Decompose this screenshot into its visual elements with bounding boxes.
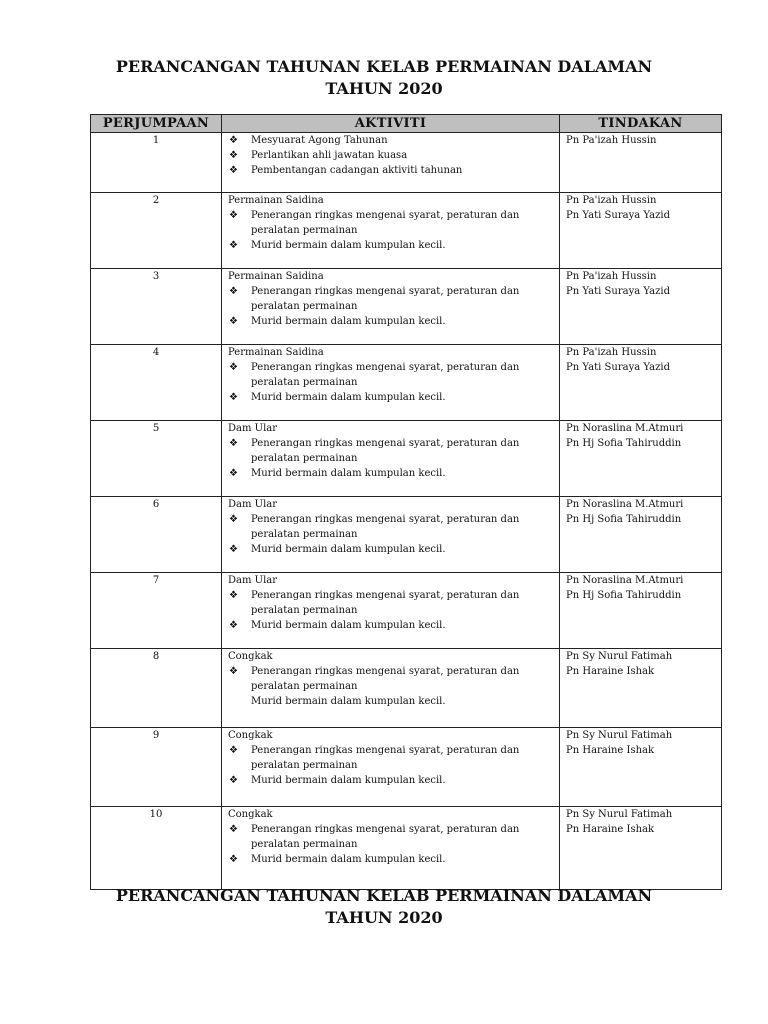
cell-action	[560, 649, 722, 728]
cell-meeting-number: 10	[91, 807, 222, 890]
activity-title: Dam Ular	[228, 575, 278, 586]
cell-meeting-number: 7	[91, 573, 222, 649]
teacher-name: Pn Haraine Ishak	[566, 824, 655, 835]
cell-activity	[222, 269, 560, 345]
teacher-name: Pn Pa'izah Hussin	[566, 195, 657, 206]
cell-activity	[222, 133, 560, 193]
teacher-name: Pn Yati Suraya Yazid	[566, 286, 671, 297]
teacher-name: Pn Sy Nurul Fatimah	[566, 651, 673, 662]
teacher-name: Pn Pa'izah Hussin	[566, 135, 657, 146]
table-row	[91, 193, 722, 269]
activity-bullet-list	[228, 743, 553, 788]
table-row	[91, 649, 722, 728]
cell-meeting-number: 9	[91, 728, 222, 807]
teacher-name: Pn Yati Suraya Yazid	[566, 210, 671, 221]
diamond-bullet-icon: ❖	[229, 286, 238, 297]
activity-title: Congkak	[228, 730, 273, 741]
bullet-text: Murid bermain dalam kumpulan kecil.	[251, 544, 446, 555]
table-row	[91, 269, 722, 345]
table-row	[91, 345, 722, 421]
list-item	[228, 133, 553, 148]
header-perjumpaan: PERJUMPAAN	[91, 115, 222, 133]
activity-bullet-list	[228, 436, 553, 481]
list-item	[228, 390, 553, 405]
teacher-name: Pn Pa'izah Hussin	[566, 271, 657, 282]
teacher-name: Pn Noraslina M.Atmuri	[566, 575, 684, 586]
activity-title: Congkak	[228, 651, 273, 662]
table-header-row	[91, 115, 722, 133]
bullet-text: Mesyuarat Agong Tahunan	[251, 135, 388, 146]
activity-bullet-list	[228, 588, 553, 633]
bullet-text: Penerangan ringkas mengenai syarat, peraturan dan peralatan permainan	[251, 286, 520, 312]
activity-bullet-list	[228, 664, 553, 694]
diamond-bullet-icon: ❖	[229, 854, 238, 865]
list-item	[228, 238, 553, 253]
bullet-text: Pembentangan cadangan aktiviti tahunan	[251, 165, 463, 176]
table-row	[91, 133, 722, 193]
bullet-text: Penerangan ringkas mengenai syarat, peraturan dan peralatan permainan	[251, 514, 520, 540]
bullet-text: Penerangan ringkas mengenai syarat, peraturan dan peralatan permainan	[251, 590, 520, 616]
bullet-text: Penerangan ringkas mengenai syarat, peraturan dan peralatan permainan	[251, 666, 520, 692]
diamond-bullet-icon: ❖	[229, 544, 238, 555]
repeated-page-title	[0, 885, 768, 929]
teacher-name: Pn Hj Sofia Tahiruddin	[566, 438, 682, 449]
diamond-bullet-icon: ❖	[229, 666, 238, 677]
table-body	[91, 133, 722, 890]
cell-meeting-number: 1	[91, 133, 222, 193]
cell-activity	[222, 193, 560, 269]
header-aktiviti: AKTIVITI	[222, 115, 560, 133]
diamond-bullet-icon: ❖	[229, 362, 238, 373]
teacher-name: Pn Sy Nurul Fatimah	[566, 730, 673, 741]
table-row	[91, 573, 722, 649]
list-item	[228, 466, 553, 481]
activity-bullet-list	[228, 208, 553, 253]
diamond-bullet-icon: ❖	[229, 240, 238, 251]
teacher-name: Pn Yati Suraya Yazid	[566, 362, 671, 373]
activity-title: Permainan Saidina	[228, 347, 324, 358]
table-row	[91, 807, 722, 890]
list-item	[228, 360, 553, 390]
cell-action	[560, 728, 722, 807]
list-item	[228, 284, 553, 314]
diamond-bullet-icon: ❖	[229, 824, 238, 835]
cell-meeting-number: 2	[91, 193, 222, 269]
diamond-bullet-icon: ❖	[229, 468, 238, 479]
list-item	[228, 822, 553, 852]
list-item	[228, 436, 553, 466]
header-tindakan: TINDAKAN	[560, 115, 722, 133]
cell-action	[560, 807, 722, 890]
bullet-text: Murid bermain dalam kumpulan kecil.	[251, 854, 446, 865]
bullet-text: Penerangan ringkas mengenai syarat, peraturan dan peralatan permainan	[251, 824, 520, 850]
bullet-text: Penerangan ringkas mengenai syarat, peraturan dan peralatan permainan	[251, 745, 520, 771]
bullet-text: Murid bermain dalam kumpulan kecil.	[251, 468, 446, 479]
activity-bullet-list	[228, 822, 553, 867]
diamond-bullet-icon: ❖	[229, 150, 238, 161]
list-item	[228, 163, 553, 178]
cell-activity	[222, 345, 560, 421]
diamond-bullet-icon: ❖	[229, 316, 238, 327]
bullet-text: Murid bermain dalam kumpulan kecil.	[251, 316, 446, 327]
cell-activity	[222, 573, 560, 649]
bullet-text: Penerangan ringkas mengenai syarat, peraturan dan peralatan permainan	[251, 210, 520, 236]
activity-plan-table	[90, 114, 722, 890]
bullet-text: Penerangan ringkas mengenai syarat, peraturan dan peralatan permainan	[251, 438, 520, 464]
table-row	[91, 421, 722, 497]
title-line-1: PERANCANGAN TAHUNAN KELAB PERMAINAN DALAMAN	[115, 57, 653, 76]
cell-meeting-number: 3	[91, 269, 222, 345]
cell-action	[560, 345, 722, 421]
cell-action	[560, 421, 722, 497]
teacher-name: Pn Haraine Ishak	[566, 666, 655, 677]
activity-bullet-list	[228, 512, 553, 557]
diamond-bullet-icon: ❖	[229, 590, 238, 601]
cell-action	[560, 573, 722, 649]
cell-action	[560, 133, 722, 193]
bullet-text: Perlantikan ahli jawatan kuasa	[251, 150, 408, 161]
cell-meeting-number: 8	[91, 649, 222, 728]
diamond-bullet-icon: ❖	[229, 620, 238, 631]
diamond-bullet-icon: ❖	[229, 392, 238, 403]
cell-activity	[222, 497, 560, 573]
activity-title: Permainan Saidina	[228, 271, 324, 282]
activity-bullet-list	[228, 284, 553, 329]
title-line-2: TAHUN 2020	[325, 79, 443, 98]
teacher-name: Pn Noraslina M.Atmuri	[566, 423, 684, 434]
diamond-bullet-icon: ❖	[229, 165, 238, 176]
cell-meeting-number: 4	[91, 345, 222, 421]
activity-title: Congkak	[228, 809, 273, 820]
list-item	[228, 664, 553, 694]
table-row	[91, 728, 722, 807]
table-row	[91, 497, 722, 573]
activity-title: Permainan Saidina	[228, 195, 324, 206]
cell-action	[560, 497, 722, 573]
bullet-text: Murid bermain dalam kumpulan kecil.	[251, 775, 446, 786]
cell-activity	[222, 807, 560, 890]
teacher-name: Pn Noraslina M.Atmuri	[566, 499, 684, 510]
diamond-bullet-icon: ❖	[229, 210, 238, 221]
list-item	[228, 148, 553, 163]
list-item	[228, 618, 553, 633]
teacher-name: Pn Pa'izah Hussin	[566, 347, 657, 358]
diamond-bullet-icon: ❖	[229, 775, 238, 786]
activity-title: Dam Ular	[228, 499, 278, 510]
bullet-text: Murid bermain dalam kumpulan kecil.	[251, 620, 446, 631]
activity-bullet-list	[228, 360, 553, 405]
diamond-bullet-icon: ❖	[229, 135, 238, 146]
cell-action	[560, 193, 722, 269]
bullet-text: Penerangan ringkas mengenai syarat, peraturan dan peralatan permainan	[251, 362, 520, 388]
teacher-name: Pn Hj Sofia Tahiruddin	[566, 590, 682, 601]
cell-activity	[222, 421, 560, 497]
activity-bullet-list	[228, 133, 553, 178]
list-item	[228, 852, 553, 867]
list-item	[228, 588, 553, 618]
list-item	[228, 208, 553, 238]
bullet-text: Murid bermain dalam kumpulan kecil.	[251, 240, 446, 251]
title-line-1: PERANCANGAN TAHUNAN KELAB PERMAINAN DALAMAN	[115, 886, 653, 905]
title-line-2: TAHUN 2020	[325, 908, 443, 927]
teacher-name: Pn Sy Nurul Fatimah	[566, 809, 673, 820]
diamond-bullet-icon: ❖	[229, 514, 238, 525]
list-item	[228, 512, 553, 542]
diamond-bullet-icon: ❖	[229, 745, 238, 756]
cell-activity	[222, 649, 560, 728]
cell-meeting-number: 5	[91, 421, 222, 497]
page-title	[0, 56, 768, 100]
diamond-bullet-icon: ❖	[229, 438, 238, 449]
list-item	[228, 314, 553, 329]
cell-action	[560, 269, 722, 345]
list-item	[228, 743, 553, 773]
teacher-name: Pn Hj Sofia Tahiruddin	[566, 514, 682, 525]
activity-title: Dam Ular	[228, 423, 278, 434]
bullet-text: Murid bermain dalam kumpulan kecil.	[251, 392, 446, 403]
teacher-name: Pn Haraine Ishak	[566, 745, 655, 756]
activity-extra-line: Murid bermain dalam kumpulan kecil.	[251, 696, 446, 707]
list-item	[228, 773, 553, 788]
cell-activity	[222, 728, 560, 807]
cell-meeting-number: 6	[91, 497, 222, 573]
list-item	[228, 542, 553, 557]
